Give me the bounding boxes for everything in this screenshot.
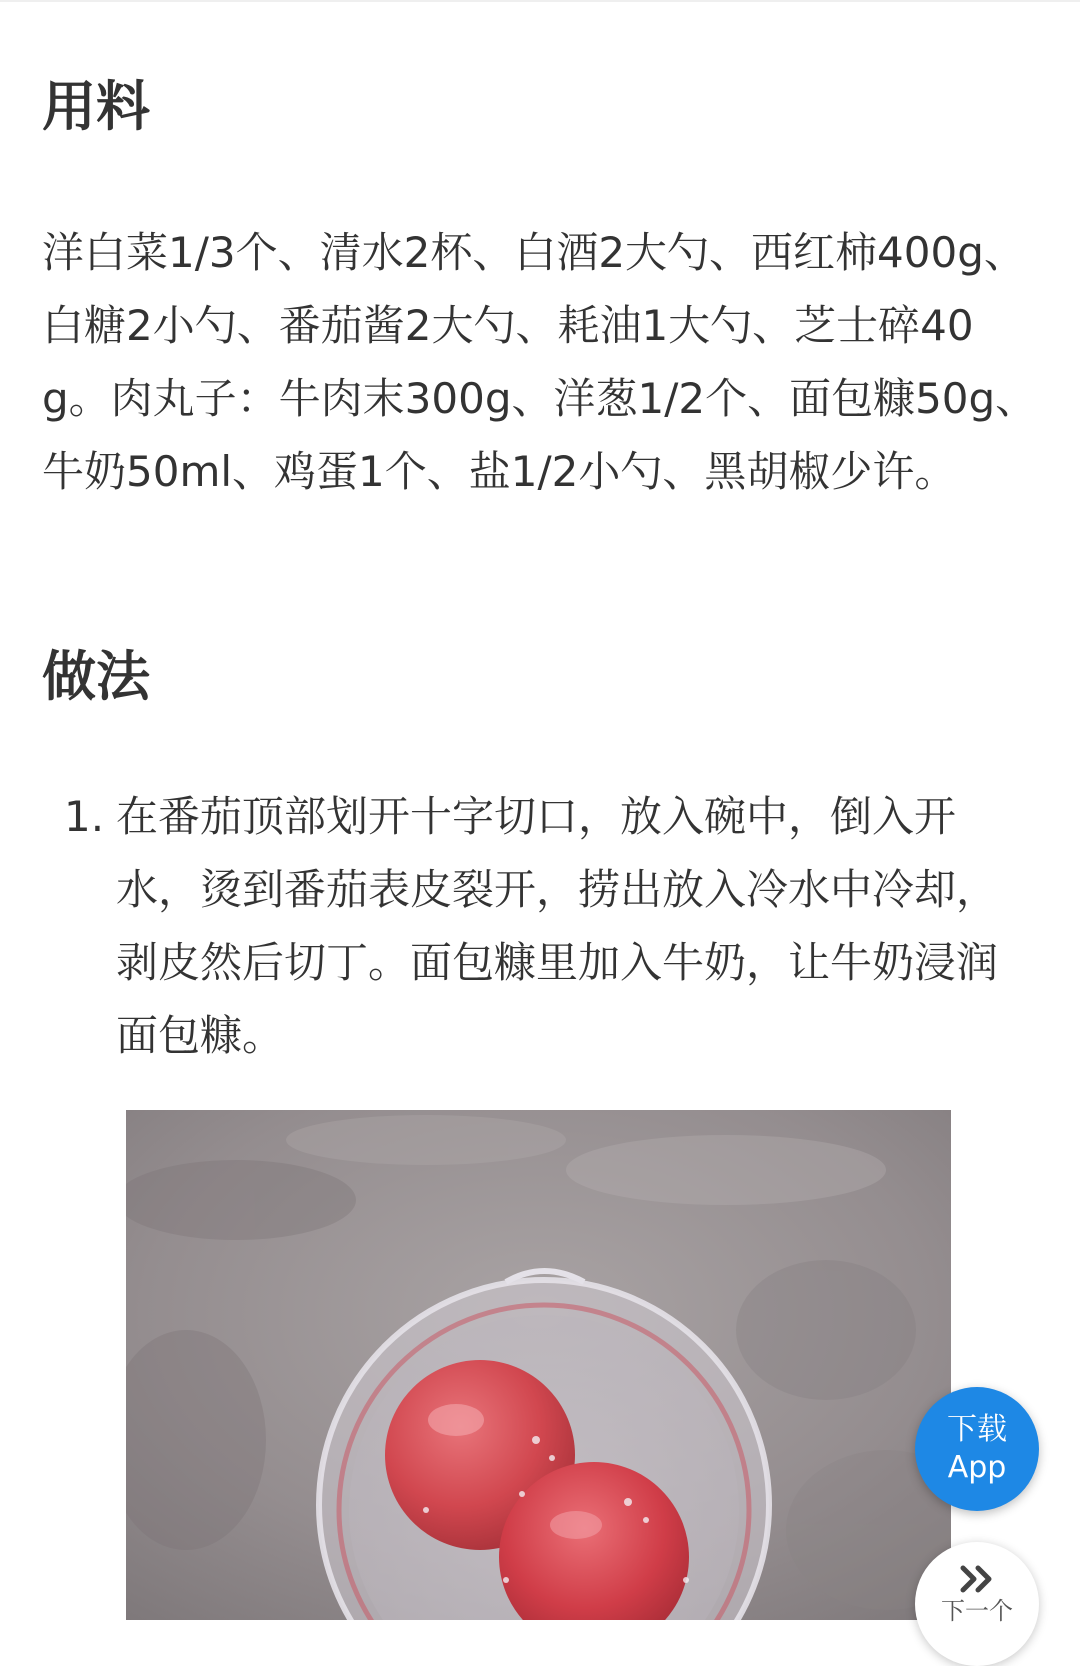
method-heading: 做法 <box>42 645 150 708</box>
double-chevron-right-icon <box>959 1564 995 1594</box>
download-app-line1: 下载 <box>947 1412 1007 1447</box>
step-text: 在番茄顶部划开十字切口，放入碗中，倒入开水，烫到番茄表皮裂开，捞出放入冷水中冷却，剥皮然后切丁。面包糠里加入牛奶，让牛奶浸润面包糠。 <box>116 792 999 1060</box>
download-app-button[interactable] <box>915 1387 1039 1511</box>
next-recipe-button[interactable] <box>915 1542 1039 1666</box>
next-recipe-label: 下一个 <box>941 1597 1013 1625</box>
step-number: 1. <box>64 792 105 841</box>
download-app-line2: App <box>947 1450 1007 1485</box>
ingredients-heading: 用料 <box>42 75 150 138</box>
method-steps <box>64 780 1004 1072</box>
top-divider <box>0 0 1080 2</box>
step-item <box>64 780 1004 1072</box>
ingredients-text: 洋白菜1/3个、清水2杯、白酒2大勺、西红柿400g、白糖2小勺、番茄酱2大勺、耗油1大勺、芝士碎40g。肉丸子：牛肉末300g、洋葱1/2个、面包糠50g、牛奶50ml、鸡蛋1个、盐1/2小勺、黑胡椒少许。 <box>42 228 1038 496</box>
step-photo <box>126 1110 951 1620</box>
